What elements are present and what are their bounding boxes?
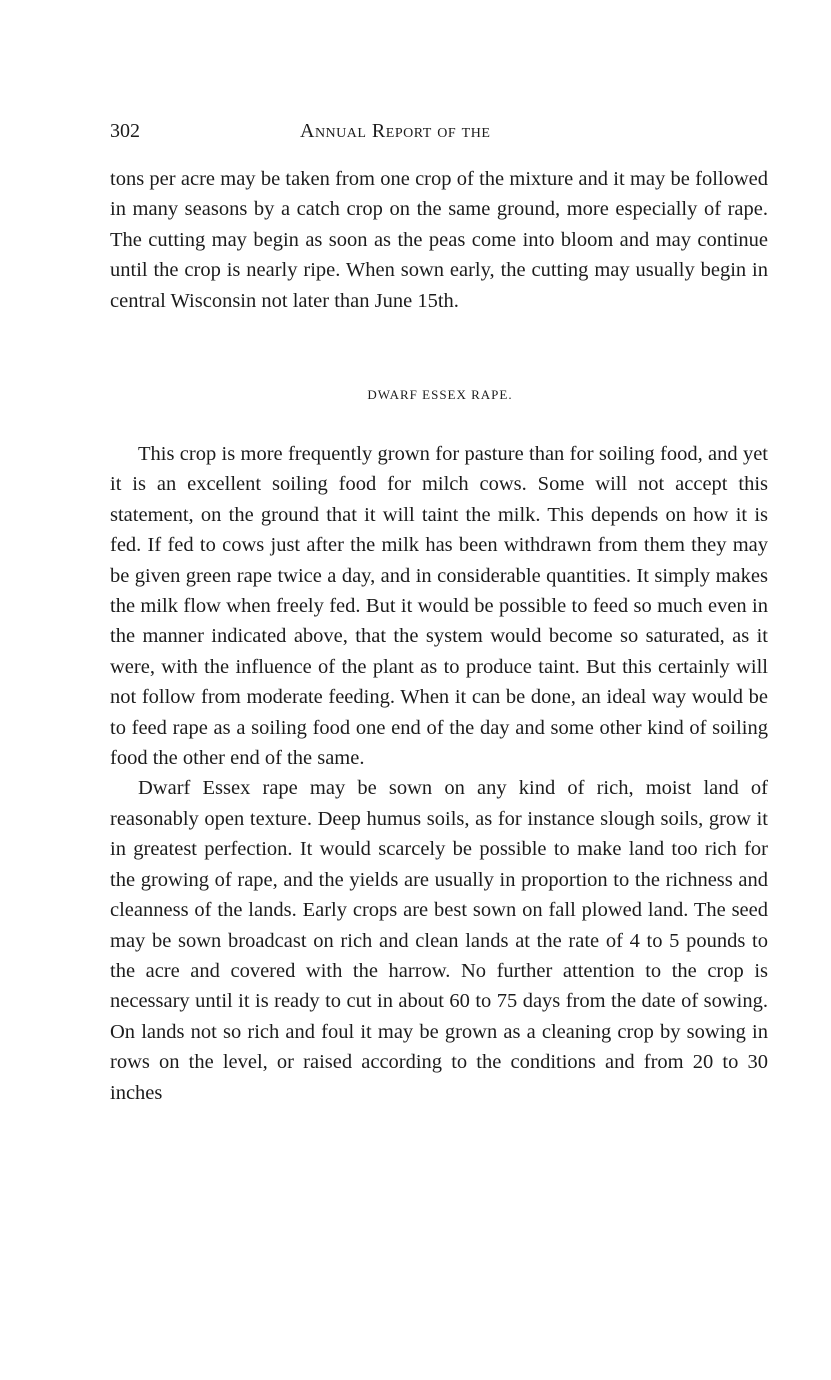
- section-heading: DWARF ESSEX RAPE.: [367, 387, 513, 402]
- page-number: 302: [110, 120, 140, 142]
- section-text-block: [110, 439, 768, 1108]
- page-header: [110, 119, 770, 143]
- body-paragraph-1: This crop is more frequently grown for pasture than for soiling food, and yet it is an excellent soiling food for milch cows. Some will not accept this statement, on the ground that it will taint the milk. This depends on how it is fed. If fed to cows just after the milk has been withdrawn from them they may be given green rape twice a day, and in considerable quantities. It simply makes the milk flow when freely fed. But it would be possible to feed so much even in the manner indicated above, that the system would become so saturated, as it were, with the influence of the plant as to produce taint. But this certainly will not follow from moderate feeding. When it can be done, an ideal way would be to feed rape as a soiling food one end of the day and some other kind of soiling food the other end of the same.: [110, 443, 768, 770]
- intro-paragraph: tons per acre may be taken from one crop of the mixture and it may be followed in many seasons by a catch crop on the same ground, more especially of rape. The cutting may begin as soon as the peas come into bloom and may continue until the crop is nearly ripe. When sown early, the cutting may usually begin in central Wisconsin not later than June 15th.: [110, 168, 768, 312]
- running-head: Annual Report of the: [300, 120, 491, 142]
- body-paragraph-2: Dwarf Essex rape may be sown on any kind of rich, moist land of reasonably open texture. Deep humus soils, as for instance slough soils, grow it in greatest perfection. It would scarcely be possible to make land too rich for the growing of rape, and the yields are usually in proportion to the richness and cleanness of the lands. Early crops are best sown on fall plowed land. The seed may be sown broadcast on rich and clean lands at the rate of 4 to 5 pounds to the acre and covered with the harrow. No further attention to the crop is necessary until it is ready to cut in about 60 to 75 days from the date of sowing. On lands not so rich and foul it may be grown as a cleaning crop by sowing in rows on the level, or raised according to the conditions and from 20 to 30 inches: [110, 777, 768, 1104]
- intro-text-block: [110, 164, 768, 316]
